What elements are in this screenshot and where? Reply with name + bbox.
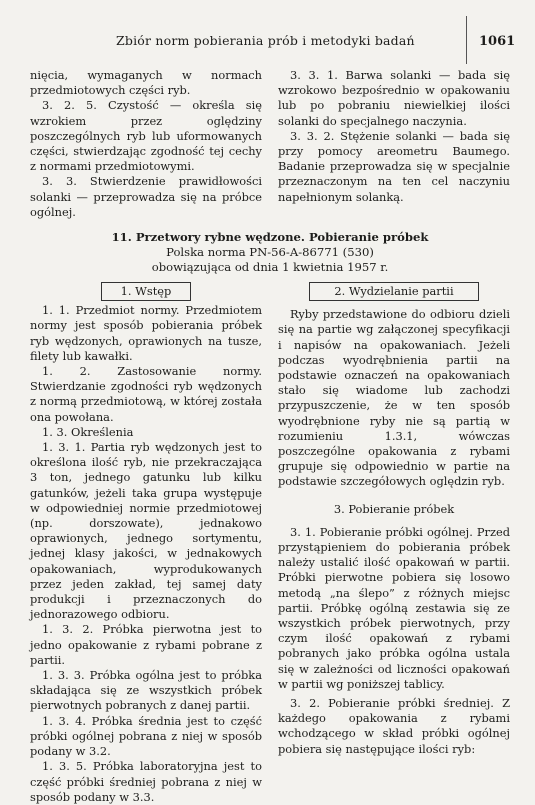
paragraph: 3. 3. 1. Barwa solanki — bada się wzrokowo bezpośrednio w opakowaniu lub po pobraniu niewielkiej ilości solanki do specjalnego naczynia. [278, 68, 510, 128]
standard-number: Polska norma PN-56-A-86771 (530) [166, 245, 374, 259]
right-column [278, 282, 510, 757]
page-header [0, 0, 535, 62]
page-number: 1061 [479, 34, 516, 49]
top-right-column [278, 68, 510, 205]
heading-introduction: 1. Wstęp [101, 282, 191, 301]
paragraph: 1. 3. 1. Partia ryb wędzonych jest to określona ilość ryb, nie przekraczająca 3 ton, jednego gatunku lub kilku gatunków, jeżeli taka grupa występuje w odpowiedniej normie przedmiotowej (np. dorszowate), jednakowo oprawionych, jednego sortymentu, jednej klasy jakości, w jednakowych opakowaniach, wyprodukowanych przez jeden zakład, tej samej daty produkcji i przeznaczonych do jednorazowego odbioru. [30, 440, 262, 622]
paragraph: 1. 1. Przedmiot normy. Przedmiotem normy jest sposób pobierania próbek ryb wędzonych, oprawionych na tusze, filety lub kawałki. [30, 303, 262, 363]
standard-validity: obowiązująca od dnia 1 kwietnia 1957 r. [151, 260, 389, 274]
section-header [30, 230, 510, 275]
paragraph: 3. 1. Pobieranie próbki ogólnej. Przed przystąpieniem do pobierania próbek należy ustalić ilość opakowań w partii. Próbki pierwotne pobiera się losowo metodą „na ślepo” z różnych miejsc partii. Próbkę ogólną zestawia się ze wszystkich próbek pierwotnych, przy czym ilość opakowań z rybami pobranych jako próbka ogólna ustala się w zależności od liczności opakowań w partii wg poniższej tablicy. [278, 524, 510, 691]
paragraph: 3. 2. 5. Czystość — określa się wzrokiem przez oględziny poszczególnych ryb lub uformowanych części, stwierdzając zgodność tej cechy z normami przedmiotowymi. [30, 98, 262, 174]
paragraph: Ryby przedstawione do odbioru dzieli się na partie wg załączonej specyfikacji i napisów na opakowaniach. Jeżeli podczas wyodrębnienia partii na podstawie oznaczeń na opakowaniach stało się wiadome lub zachodzi przypuszczenie, że w ten sposób wyodrębnione ryby nie są partią w rozumieniu 1.3.1, wówczas poszczególne opakowania z rybami grupuje się odpowiednio w partie na podstawie szczegółowych oględzin ryb. [278, 307, 510, 489]
top-left-column [30, 68, 262, 220]
section-title: 11. Przetwory rybne wędzone. Pobieranie próbek [111, 230, 429, 244]
paragraph: 1. 3. 3. Próbka ogólna jest to próbka składająca się ze wszystkich próbek pierwotnych pobranych z danej partii. [30, 668, 262, 713]
paragraph: 3. 3. 2. Stężenie solanki — bada się przy pomocy areometru Baumego. Badanie przeprowadza się w specjalnie przeznaczonym na ten cel naczyniu napełnionym solanką. [278, 128, 510, 204]
paragraph: 1. 2. Zastosowanie normy. Stwierdzanie zgodności ryb wędzonych z normą przedmiotową, w której została ona powołana. [30, 364, 262, 424]
paragraph: 3. 2. Pobieranie próbki średniej. Z każdego opakowania z rybami wchodzącego w skład próbki ogólnej pobiera się następujące ilości ryb: [278, 696, 510, 756]
paragraph: 3. 3. Stwierdzenie prawidłowości solanki — przeprowadza się na próbce ogólnej. [30, 174, 262, 219]
paragraph: 1. 3. 2. Próbka pierwotna jest to jedno opakowanie z rybami pobrane z partii. [30, 622, 262, 667]
paragraph: nięcia, wymaganych w normach przedmiotowych części ryb. [30, 68, 262, 98]
header-divider [466, 16, 467, 64]
paragraph: 1. 3. 5. Próbka laboratoryjna jest to część próbki średniej pobrana z niej w sposób podany w 3.3. [30, 759, 262, 804]
left-column [30, 282, 262, 805]
running-title: Zbiór norm pobierania prób i metodyki badań [116, 33, 415, 48]
heading-sampling: 3. Pobieranie próbek [333, 501, 455, 516]
paragraph: 1. 3. 4. Próbka średnia jest to część próbki ogólnej pobrana z niej w sposób podany w 3.2. [30, 713, 262, 759]
heading-partition: 2. Wydzielanie partii [309, 282, 479, 301]
paragraph: 1. 3. Określenia [42, 424, 134, 439]
